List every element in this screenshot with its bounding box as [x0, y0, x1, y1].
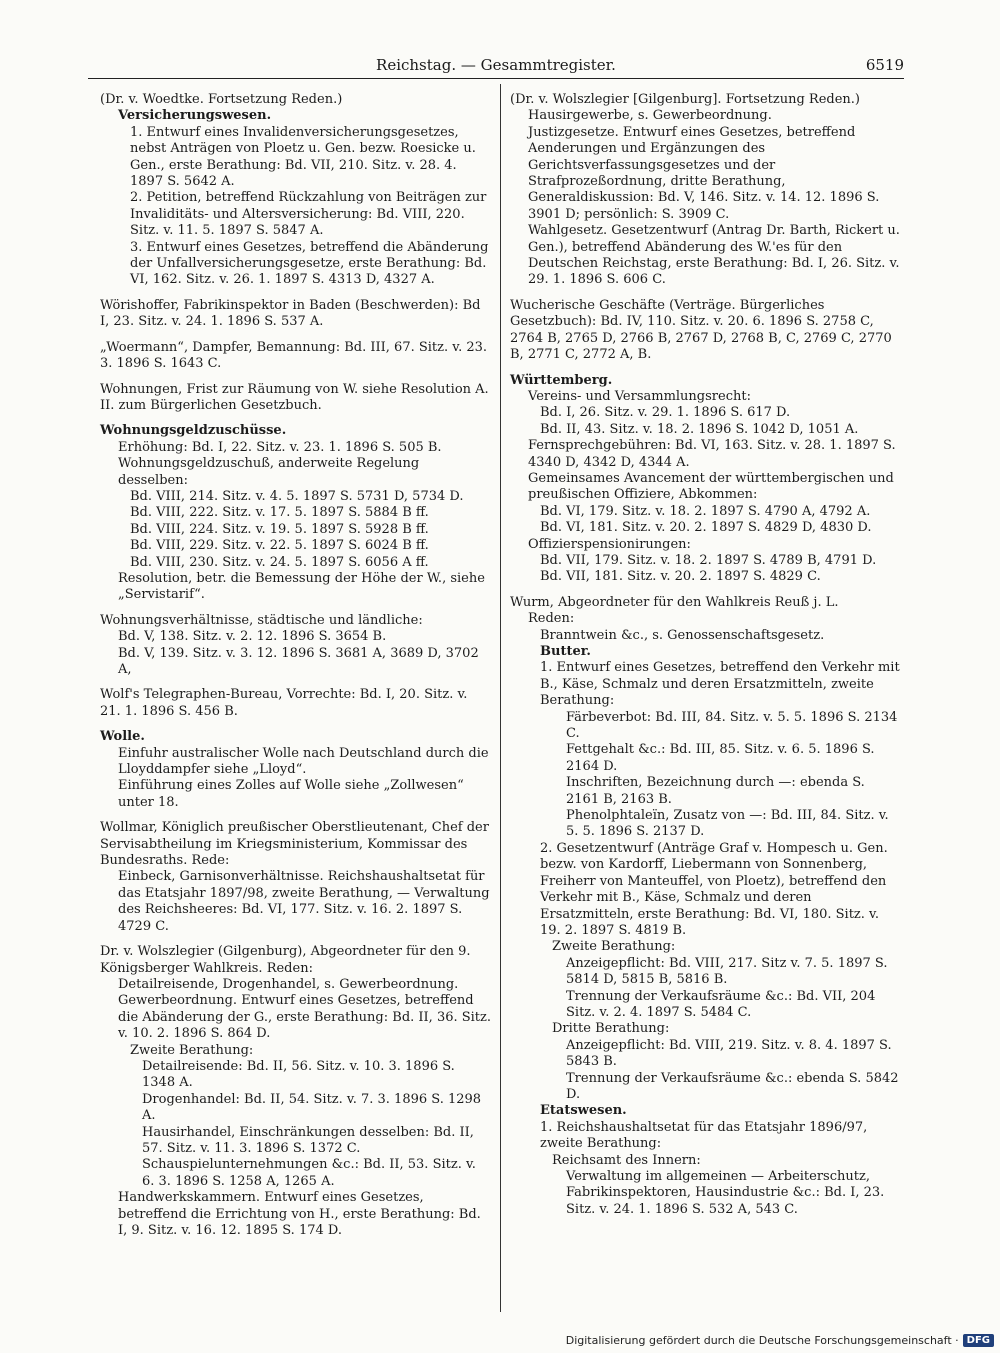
entry-line: Einbeck, Garnisonverhältnisse. Reichshaushaltsetat für das Etatsjahr 1897/98, zweite Berathung, — Verwaltung des Reichsheeres: Bd. VI, 177. Sitz. v. 16. 2. 1897 S. 4729 C.: [118, 869, 490, 934]
entry-headword-line: (Dr. v. Woedtke. Fortsetzung Reden.): [100, 92, 343, 107]
entry-line: Bd. VIII, 214. Sitz. v. 4. 5. 1897 S. 5731 D, 5734 D.: [130, 488, 464, 504]
index-entry: [100, 298, 492, 331]
entry-line: Erhöhung: Bd. I, 22. Sitz. v. 23. 1. 1896 S. 505 B.: [118, 439, 442, 455]
entry-line: Trennung der Verkaufsräume &c.: ebenda S. 5842 D.: [566, 1070, 899, 1102]
entry-line: Detailreisende: Bd. II, 56. Sitz. v. 10. 3. 1896 S. 1348 A.: [142, 1058, 455, 1091]
index-entry: [510, 298, 902, 364]
entry-line: Gewerbeordnung. Entwurf eines Gesetzes, betreffend die Abänderung der G., erste Berathung: Bd. II, 36. Sitz. v. 10. 2. 1896 S. 864 D.: [118, 993, 492, 1042]
index-entry: [100, 687, 492, 720]
entry-line: Fettgehalt &c.: Bd. III, 85. Sitz. v. 6. 5. 1896 S. 2164 D.: [566, 742, 875, 774]
column-divider: [500, 84, 501, 1312]
running-title: Reichstag. — Gesammtregister.: [376, 56, 616, 74]
index-entry: [510, 595, 902, 1218]
entry-line: Bd. II, 43. Sitz. v. 18. 2. 1896 S. 1042 D, 1051 A.: [540, 421, 859, 437]
entry-line: Zweite Berathung:: [130, 1042, 254, 1058]
left-column: [100, 92, 492, 1248]
entry-line: Versicherungswesen.: [118, 108, 272, 124]
entry-line: Branntwein &c., s. Genossenschaftsgesetz.: [540, 627, 825, 643]
index-entry: [100, 340, 492, 373]
dfg-logo: DFG: [963, 1334, 994, 1347]
entry-line: Bd. VII, 179. Sitz. v. 18. 2. 1897 S. 4789 B, 4791 D.: [540, 552, 877, 568]
entry-line: Bd. VIII, 229. Sitz. v. 22. 5. 1897 S. 6024 B ff.: [130, 538, 429, 554]
entry-headword-line: Dr. v. Wolszlegier (Gilgenburg), Abgeordneter für den 9. Königsberger Wahlkreis. Reden:: [100, 944, 471, 976]
index-entry: [100, 820, 492, 935]
entry-line: Bd. VIII, 224. Sitz. v. 19. 5. 1897 S. 5928 B ff.: [130, 521, 429, 537]
entry-line: Anzeigepflicht: Bd. VIII, 219. Sitz. v. 8. 4. 1897 S. 5843 B.: [566, 1037, 892, 1070]
entry-line: Reichsamt des Innern:: [552, 1152, 701, 1168]
entry-line: Handwerkskammern. Entwurf eines Gesetzes, betreffend die Errichtung von H., erste Berathung: Bd. I, 9. Sitz. v. 16. 12. 1895 S. 174 D.: [118, 1190, 481, 1238]
footer-credit: Digitalisierung gefördert durch die Deutsche Forschungsgemeinschaft ·: [565, 1334, 959, 1347]
entry-line: Dritte Berathung:: [552, 1021, 670, 1037]
entry-headword-line: Wurm, Abgeordneter für den Wahlkreis Reuß j. L.: [510, 594, 839, 610]
index-entry: [510, 373, 902, 586]
entry-line: Anzeigepflicht: Bd. VIII, 217. Sitz v. 7. 5. 1897 S. 5814 D, 5815 B, 5816 B.: [566, 955, 888, 988]
entry-line: Resolution, betr. die Bemessung der Höhe der W., siehe „Servistarif“.: [118, 570, 485, 603]
index-entry: [100, 613, 492, 679]
entry-line: 1. Entwurf eines Invalidenversicherungsgesetzes, nebst Anträgen von Ploetz u. Gen. bezw. Roesicke u. Gen., erste Berathung: Bd. VII, 210. Sitz. v. 28. 4. 1897 S. 5642 A.: [130, 124, 476, 190]
entry-line: Justizgesetze. Entwurf eines Gesetzes, betreffend Aenderungen und Ergänzungen des Gerichtsverfassungsgesetzes und der Strafprozeßordnung, dritte Berathung, Generaldiskussion: Bd. V, 146. Sitz. v. 14. 12. 1896 S. 3901 D; persönlich: S. 3909 C.: [528, 124, 880, 222]
index-entry: [100, 423, 492, 603]
entry-line: Phenolphtaleïn, Zusatz von —: Bd. III, 84. Sitz. v. 5. 5. 1896 S. 2137 D.: [566, 808, 889, 840]
entry-line: Trennung der Verkaufsräume &c.: Bd. VII, 204 Sitz. v. 2. 4. 1897 S. 5484 C.: [566, 988, 876, 1020]
footer: [566, 1334, 994, 1347]
entry-line: 1. Entwurf eines Gesetzes, betreffend den Verkehr mit B., Käse, Schmalz und deren Ersatzmitteln, zweite Berathung:: [540, 660, 900, 709]
entry-line: Verwaltung im allgemeinen — Arbeiterschutz, Fabrikinspektoren, Hausindustrie &c.: Bd. I, 23. Sitz. v. 24. 1. 1896 S. 532 A, 543 C.: [566, 1169, 885, 1217]
entry-line: Fernsprechgebühren: Bd. VI, 163. Sitz. v. 28. 1. 1897 S. 4340 D, 4342 D, 4344 A.: [528, 438, 896, 470]
entry-line: Wahlgesetz. Gesetzentwurf (Antrag Dr. Barth, Rickert u. Gen.), betreffend Abänderung des W.'es für den Deutschen Reichstag, erste Berathung: Bd. I, 26. Sitz. v. 29. 1. 1896 S. 606 C.: [528, 223, 900, 288]
entry-line: 3. Entwurf eines Gesetzes, betreffend die Abänderung der Unfallversicherungsgesetze, erste Berathung: Bd. VI, 162. Sitz. v. 26. 1. 1897 S. 4313 D, 4327 A.: [130, 239, 489, 288]
entry-line: Bd. VI, 179. Sitz. v. 18. 2. 1897 S. 4790 A, 4792 A.: [540, 503, 871, 519]
page-header: [88, 52, 904, 79]
entry-headword-line: Wollmar, Königlich preußischer Oberstlieutenant, Chef der Servisabtheilung im Kriegsministerium, Kommissar des Bundesraths. Rede:: [100, 820, 489, 869]
entry-headword-line: Wolf's Telegraphen-Bureau, Vorrechte: Bd. I, 20. Sitz. v. 21. 1. 1896 S. 456 B.: [100, 687, 468, 719]
entry-line: Reden:: [528, 611, 575, 627]
page-number: 6519: [865, 56, 904, 74]
entry-line: Drogenhandel: Bd. II, 54. Sitz. v. 7. 3. 1896 S. 1298 A.: [142, 1091, 482, 1124]
entry-line: Einführung eines Zolles auf Wolle siehe „Zollwesen“ unter 18.: [118, 778, 464, 810]
entry-headword-line: Württemberg.: [510, 372, 613, 388]
entry-line: Einfuhr australischer Wolle nach Deutschland durch die Lloyddampfer siehe „Lloyd“.: [118, 745, 489, 778]
entry-line: 2. Petition, betreffend Rückzahlung von Beiträgen zur Invaliditäts- und Altersversicherung: Bd. VIII, 220. Sitz. v. 11. 5. 1897 S. 5847 A.: [130, 190, 487, 239]
right-column: [510, 92, 902, 1227]
entry-headword-line: Wohnungsverhältnisse, städtische und ländliche:: [100, 612, 423, 628]
entry-line: Bd. V, 139. Sitz. v. 3. 12. 1896 S. 3681 A, 3689 D, 3702 A,: [118, 645, 479, 677]
entry-line: Wohnungsgeldzuschuß, anderweite Regelung desselben:: [118, 456, 420, 488]
entry-line: Etatswesen.: [540, 1103, 627, 1119]
entry-headword-line: Wucherische Geschäfte (Verträge. Bürgerliches Gesetzbuch): Bd. IV, 110. Sitz. v. 20. 6. 1896 S. 2758 C, 2764 B, 2765 D, 2766 B, 2767 D, 2768 B, C, 2769 C, 2770 B, 2771 C, 2772 A, B.: [510, 297, 892, 363]
entry-line: Hausirgewerbe, s. Gewerbeordnung.: [528, 108, 772, 124]
entry-line: Färbeverbot: Bd. III, 84. Sitz. v. 5. 5. 1896 S. 2134 C.: [566, 709, 898, 742]
entry-line: Bd. VI, 181. Sitz. v. 20. 2. 1897 S. 4829 D, 4830 D.: [540, 520, 872, 536]
index-entry: [100, 944, 492, 1239]
entry-line: Zweite Berathung:: [552, 939, 676, 955]
index-entry: [510, 92, 902, 289]
index-entry: [100, 382, 492, 415]
entry-line: Bd. VIII, 222. Sitz. v. 17. 5. 1897 S. 5884 B ff.: [130, 505, 429, 521]
entry-line: Bd. I, 26. Sitz. v. 29. 1. 1896 S. 617 D.: [540, 405, 791, 421]
entry-line: Bd. VII, 181. Sitz. v. 20. 2. 1897 S. 4829 C.: [540, 569, 821, 585]
entry-headword-line: (Dr. v. Wolszlegier [Gilgenburg]. Fortsetzung Reden.): [510, 92, 860, 107]
entry-line: Offizierspensionirungen:: [528, 536, 691, 552]
entry-headword-line: Wolle.: [100, 729, 145, 745]
entry-line: Inschriften, Bezeichnung durch —: ebenda S. 2161 B, 2163 B.: [566, 775, 865, 807]
entry-line: Gemeinsames Avancement der württembergischen und preußischen Offiziere, Abkommen:: [528, 470, 894, 503]
entry-line: 2. Gesetzentwurf (Anträge Graf v. Hompesch u. Gen. bezw. von Kardorff, Liebermann von Sonnenberg, Freiherr von Manteuffel, von Ploetz), betreffend den Verkehr mit B., Käse, Schmalz und deren Ersatzmitteln, erste Berathung: Bd. VI, 180. Sitz. v. 19. 2. 1897 S. 4819 B.: [540, 840, 888, 938]
index-entry: [100, 92, 492, 289]
entry-headword-line: „Woermann“, Dampfer, Bemannung: Bd. III, 67. Sitz. v. 23. 3. 1896 S. 1643 C.: [100, 339, 488, 372]
index-entry: [100, 729, 492, 811]
entry-line: Hausirhandel, Einschränkungen desselben: Bd. II, 57. Sitz. v. 11. 3. 1896 S. 1372 C.: [142, 1124, 474, 1156]
entry-line: Schauspielunternehmungen &c.: Bd. II, 53. Sitz. v. 6. 3. 1896 S. 1258 A, 1265 A.: [142, 1157, 476, 1189]
entry-line: Bd. VIII, 230. Sitz. v. 24. 5. 1897 S. 6056 A ff.: [130, 554, 429, 570]
entry-headword-line: Wörishoffer, Fabrikinspektor in Baden (Beschwerden): Bd I, 23. Sitz. v. 24. 1. 1896 S. 537 A.: [100, 297, 481, 330]
entry-headword-line: Wohnungsgeldzuschüsse.: [100, 423, 287, 439]
entry-line: Bd. V, 138. Sitz. v. 2. 12. 1896 S. 3654 B.: [118, 629, 387, 645]
entry-headword-line: Wohnungen, Frist zur Räumung von W. siehe Resolution A. II. zum Bürgerlichen Gesetzbuch.: [100, 381, 489, 413]
entry-line: Detailreisende, Drogenhandel, s. Gewerbeordnung.: [118, 976, 459, 992]
entry-line: Vereins- und Versammlungsrecht:: [528, 388, 751, 404]
entry-line: Butter.: [540, 644, 591, 659]
entry-line: 1. Reichshaushaltsetat für das Etatsjahr 1896/97, zweite Berathung:: [540, 1119, 868, 1152]
